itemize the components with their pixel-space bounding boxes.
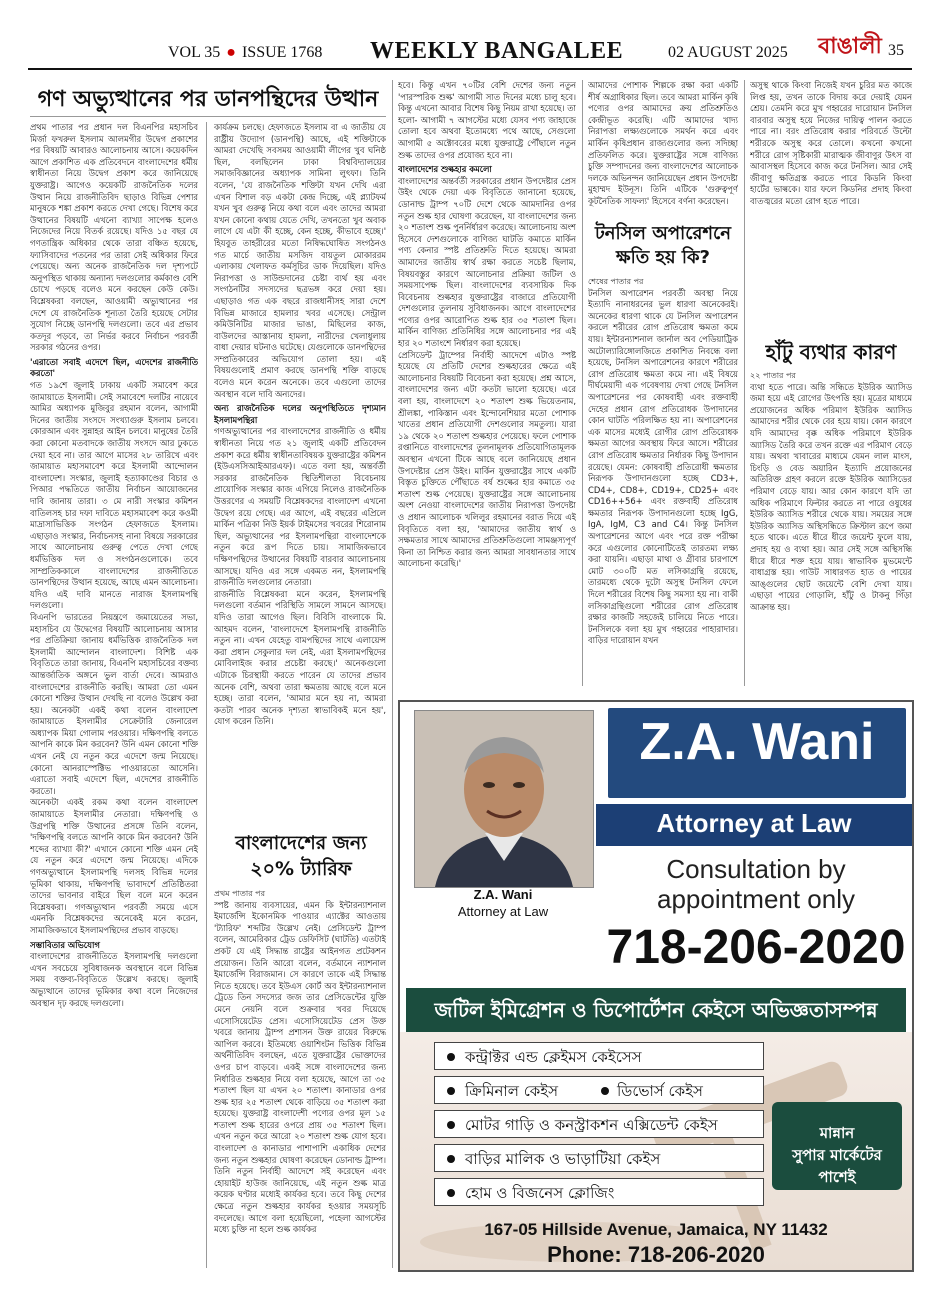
article2-continuation: প্রথম পাতার পর bbox=[214, 889, 265, 898]
article1-subhead: বাংলাদেশের শুল্কহার কমলো bbox=[398, 164, 492, 175]
article1-text: প্রেসিডেন্ট ট্রাম্পের নির্বাহী আদেশে এটাও স্পষ্ট হয়েছে যে প্রতিটি দেশের শুল্কহারের ক্ষেত্রে এই আলোচনার বিষয়টি বিবেচনা করা হয়েছে। প্রশ্ন আসে, বাংলাদেশের জন্য এটা কতটা ভালো হয়েছে। এরে বলা হয়, বাংলাদেশে ২০ শতাংশ শুল্ক ভিয়েতনাম, শ্রীলঙ্কা, পাকিস্তান এবং ইন্দোনেশিয়ার মতো পোশাক খাতের প্রধান প্রতিযোগী দেশগুলোর সমতুল্য। যারা ১৯ থেকে ২০ শতাংশ শুল্কহার পেয়েছে। ফলে পোশাক রপ্তানিতে বাংলাদেশের তুলনামূলক প্রতিযোগিতামূলক অবস্থান এখনো টিকে আছে বলে জানিয়েছে প্রধান উপদেষ্টার প্রেস উইং। মার্কিন যুক্তরাষ্ট্রের সাথে একটি বিস্তৃত চুক্তিতে পৌঁছাতে বর্ষ শুল্কের হার কমাতে ৩৫ শতাংশ শুল্ক পেয়েছে। যুক্তরাষ্ট্রের সঙ্গে আলোচনায় অংশ নেওয়া বাংলাদেশের জাতীয় নিরাপত্তা উপদেষ্টা ও প্রধান আলোচক খলিলুর রহমানের বরাত দিয়ে এই বিবৃতিতে বলা হয়, 'আমাদের জাতীয় স্বার্থ ও সক্ষমতার সাথে আমাদের প্রতিশ্রুতিগুলো সামঞ্জস্যপূর্ণ কিনা তা নিশ্চিত করার জন্য আমরা সাবধানতার সাথে আলোচনা করেছি।' bbox=[398, 349, 576, 569]
article1-column-2 bbox=[214, 122, 386, 828]
location-badge-text bbox=[772, 1122, 902, 1188]
consultation-line-2: appointment only bbox=[656, 884, 856, 914]
masthead-title: WEEKLY BANGALEE bbox=[370, 38, 624, 64]
phone-number-large: 718-206-2020 bbox=[606, 921, 906, 974]
article4-column bbox=[750, 370, 912, 686]
immigration-banner-text: জটিল ইমিগ্রেশন ও ডিপোর্টেশন কেইসে অভিজ্ঞতাসম্পন্ন bbox=[434, 998, 878, 1022]
article1-text: বিএনপি ভারতের নিয়ন্ত্রণে জমায়েতের সভা, মহাসচিব যে উদ্বেগের বিষয়টি আলোচনায় আসার পর প্রতিক্রিয়া জানায় ধর্মভিত্তিক রাজনৈতিক দল ইসলামী আন্দোলন বাংলাদেশ। বিশিষ্ট এক বিবৃতিতে তারা জানায়, বিএনপি মহাসচিবের বক্তব্য আন্তর্জাতিক অঙ্গনে ভুল বার্তা দেবে। আমরাও বাংলাদেশের রাজনীতি করছি। আমরা তো এমন কোনো শক্তির উত্থান দেখছি না বলেও উল্লেখ করা হয়। অনেকটা একই কথা বলেন বাংলাদেশ জামায়াতে ইসলামীর সেক্রেটারি জেনারেল অধ্যাপক মিয়া গোলাম পরওয়ার। দক্ষিণপন্থি বলতে আপনি কাকে মিন করবেন? উনি এমন কোনো শক্তি এখন নেই যে নতুন করে এদেশে জন্ম নিয়েছে। কোনো আনরাস্পেক্টিভ পাওয়ারতো আসেনি। এরাতো সবাই এদেশে ছিল, এদেশের রাজনীতি করতো। bbox=[30, 611, 198, 796]
article1-text: গণঅভ্যুত্থানের পর বাংলাদেশের রাজনীতি ও ধর্মীয় স্বাধীনতা নিয়ে গত ২১ জুলাই একটি প্রতিবেদন প্রকাশ করে ধর্মীয় স্বাধীনতাবিষয়ক যুক্তরাষ্ট্রের কমিশন (ইউএসসিআইআরএফ)। এতে বলা হয়, অন্তর্বর্তী সরকার রাজনৈতিক স্থিতিশীলতা বিবেচনায় প্রায়োগিক সংস্কার কাজ এগিয়ে নিলেও রাজনৈতিক উত্তরণের এ সময়টি বিশ্লেষকদের বাংলাদেশ এখনো উদ্বেগ রয়ে গেছে। এর আগে, এই বছরের এপ্রিলে মার্কিন পত্রিকা নিউ ইয়র্ক টাইমসের খবরের শিরোনাম ছিল, অভ্যুত্থানের পর ইসলামপন্থিরা বাংলাদেশকে নতুন করে রূপ দিতে চায়। সামাজিকভাবে দক্ষিণপন্থিদের উত্থানের বিষয়টি বারবার আলোচনায় আসছে। যদিও এর সঙ্গে একমত নন, ইসলামপন্থি রাজনীতি দলগুলোর নেতারা। bbox=[214, 426, 386, 588]
column-divider bbox=[744, 80, 745, 686]
attorney-portrait-icon bbox=[415, 711, 593, 887]
badge-line: মান্নান bbox=[819, 1124, 855, 1142]
article1-text: অনেকটা একই রকম কথা বলেন বাংলাদেশ জামায়াতে ইসলামীর নেতারা। দক্ষিণপন্থি ও উগ্রপন্থি শক্তি উত্থানের প্রসঙ্গে তিনি বলেন, 'দক্ষিণপন্থি বলতে আপনি কাকে মিন করবেন? উনি শব্দের ব্যাখ্যা কী?' এখানে কোনো শক্তি এমন নেই যে নতুন করে এদেশে জন্ম নিয়েছে। এদিকে গণঅভ্যুত্থানে ইসলামপন্থি দলসহ বিভিন্ন দলের ভূমিকা থাকায়, দক্ষিণপন্থি ভাবাদর্শে প্রতিষ্ঠিতরা তাদের ভাবনার বাইরে ছিল বলে মনে করেন বিশ্লেষকরা। গণঅভ্যুত্থান পরবর্তী সময়ে এসে এমনকি বিশ্লেষকদের অনেকেই মনে করেন, সামাজিকভাবে ইসলামপন্থিদের প্রভাব বাড়ছে। bbox=[30, 797, 198, 935]
article1-text: কার্যক্রম চলছে। হেফাজতে ইসলাম বা এ জাতীয় যে রাষ্ট্রীয় উদ্যোগ (ডানপন্থি) আছে, এই শক্তিটাকে আমরা দেখেছি সবসময় আওয়ামী লীগের খুব ঘনিষ্ঠ ছিল, বলছিলেন ঢাকা বিশ্ববিদ্যালয়ের সমাজবিজ্ঞানের অধ্যাপক সামিনা লুৎফা। তিনি বলেন, 'যে রাজনৈতিক শক্তিটা যখন দেখি এরা এখন বিশাল বড় একটা কেন্দ্র দিচ্ছে, এই প্ল্যাটফর্ম যখন খুব গুরুত্ব নিয়ে কথা বলে এবং তাদের আমরা যখন কোনো কথায় যেতে দেখি, তখনতো খুব অবাক লাগে যে এটা কী হচ্ছে, কেন হচ্ছে, কীভাবে হচ্ছে।' হিযবুত তাহরীরের মতো নিষিদ্ধঘোষিত সংগঠনও গত মার্চে জাতীয় মসজিদ বায়তুল মোকাররম এলাকায় খেলাফত কর্মসূচির ডাক দিয়েছিল। যদিও নিরাপত্তা ও সাউন্ডদানের চেষ্টা ব্যর্থ হয় এবং সংগঠনটির সদস্যদের ছত্রভঙ্গ করে দেয়া হয়। এছাড়াও গত এক বছরে রাজধানীসহ সারা দেশে বিভিন্ন মাজারে হামলার খবর এসেছে। সেন্ট্রাল কমিউনিটির মাজার ভাঙা, মিছিলের কাজ, বাউলদের আস্তানায় হামলা, নারীদের খেলাধুলায় বাধা দেয়ার ঘটনাও ঘটেছে। যেগুলোকে ডানপন্থিদের সম্প্রতিকারের অভিযোগ তোলা হয়। এই বিষয়গুলোই প্রমাণ করছে ডানপন্থি শক্তি বাড়ছে বলেও মনে করেন অনেকে। তবে এগুলো তাদের অবস্থান বলে দাবি অন্যদের। bbox=[214, 122, 386, 399]
photo-caption-role: Attorney at Law bbox=[457, 904, 549, 919]
article4-text: ব্যথা হতে পারে। অন্তি সন্ধিতে ইউরিক অ্যাসিড জমা হয়ে এই রোগের উৎপত্তি হয়। মূত্রের মাধ্যমে প্রয়োজনের অধিক পরিমাণ ইউরিক অ্যাসিড আমাদের শরীর থেকে বের হয়ে যায়। কোন কারণে যদি আমাদের বৃক্ক অধিক পরিমাণে ইউরিক অ্যাসিড তৈরি করে তখন রক্তে এর পরিমাণ বেড়ে যায়। অথবা খাবারের মাধ্যমে যেমন লাল মাংস, চিংড়ি ও বেড অয়ারিন ইত্যাদি প্রয়োজনের অতিরিক্ত গ্রহণ করলে রক্তে ইউরিক অ্যাসিডের পরিমাণ বেড়ে যায়। আর কোন কারণে যদি তা অধিক পরিমাণে ফিল্টার করতে না পারে ওষুধের ইউরিক অ্যাসিড শরীরে থেকে যায়। সময়ের সঙ্গে ইউরিক অ্যাসিড অস্থিসন্ধিতে ক্রিস্টাল রূপে জমা হতে থাকে। এতে ধীরে ধীরে জয়েন্ট ফুলে যায়, প্রদাহ হয় ও ব্যথা হয়। আর সেই সঙ্গে অস্থিসন্ধি ধীরে ধীরে শক্ত হয়ে যায়। স্বাভাবিক মুভমেন্টে বাধাগ্রস্ত হয়। গাউট সাধারণত হাত ও পায়ের আঙ্গুলের ছোট জয়েন্টে বেশি দেখা যায়। এছাড়া পায়ের গোড়ালি, হাঁটু ও টাকনু গিঁড়া আক্রান্ত হয়। bbox=[750, 381, 912, 612]
attorney-role: Attorney at Law bbox=[656, 808, 852, 838]
article1-text: রাজনীতি বিশ্লেষকরা মনে করেন, ইসলামপন্থি দলগুলো বর্তমান পরিস্থিতি সামলে সামনে আসছে। যদিও তারা আগেও ছিল। বিবিসি বাংলাকে মি. আহমদ বলেন, 'বাংলাদেশে ইসলামপন্থি রাজনীতি নতুন না। এখন যেহেতু বামপন্থিদের সাথে এলায়েন্স করা প্রধান সেকুলার দল নেই, এরা ইসলামপন্থিদের মোবিলাইজ করার প্রচেষ্টা করছে।' অনেকগুলো এটাকে চিরস্থায়ী করতে পারেন যে তাদের প্রভাব অনেক বেশি, অথবা তারা ক্ষমতায় আছে বলে মনে হচ্ছে। তারা বলেন, 'আমার মনে হয় না, আমরা কতটা পারব অনেক দৃশ্যতা স্বাভাবিকই মনে হয়', যোগ করেন তিনি। bbox=[214, 588, 386, 727]
article3-text: টনসিল অপারেশন পরবর্তী অবস্থা নিয়ে ইত্যাদি নানাধরনের ভুল ধারণা অনেকেরই। অনেকের ধারণা থাকে যে টনসিল অপারেশন করলে শরীরের রোগ প্রতিরোধ ক্ষমতা কমে যায়। ইন্টারন্যাশনাল জার্নাল অব পেডিয়াট্রিক অটোল্যারিঙ্গোলজিতে প্রকাশিত নিবন্ধে বলা হয়েছে, টনসিল অপারেশনের কারণে শরীরের রোগ প্রতিরোধ ক্ষমতা কমে না। এই বিষয়ে দীর্ঘমেয়াদী এক গবেষণায় দেখা গেছে টনসিল অপারেশনের পর কোষবাহী এবং রক্তবাহী দেহের প্রধান রোগ প্রতিরোধক উপাদানের কোন ঘাটতি পরিলক্ষিত হয় না। অপারেশনের এক মাসের মধ্যেই রোগীর রোগ প্রতিরোধক ক্ষমতা আগের অবস্থায় ফিরে আসে। শরীরের রোগ প্রতিরোধ ক্ষমতার নির্ধারক কিছু উপাদান রয়েছে। যেমন: কোষবাহী প্রতিরোধী ক্ষমতার নিরূপক উপাদানগুলো হচ্ছে CD3+, CD4+, CD8+, CD19+, CD25+ এবং CD16++56+ এবং রক্তবাহী প্রতিরোধ ক্ষমতার নিরূপক উপাদানগুলো হচ্ছে IgG, IgA, IgM, C3 and C4। কিন্তু টনসিল অপারেশনের আগে এবং পরে রক্ত পরীক্ষা করে এগুলোর কোনোটিতেই তারতম্য লক্ষ্য করা যায়নি। এছাড়া মাথা ও গ্রীবার চারপাশে মোট ৩০০টি মত লসিকাগ্রন্থি রয়েছে, তারমধ্যে থেকে দুটো অসুস্থ টনসিল ফেলে দিলে শরীরের বিশেষ কিছু সমস্যা হয় না। বাকী লসিকাগ্রন্থিগুলো শরীরের রোগ প্রতিরোধ রক্ষার কাজটি সহজেই চালিয়ে নিতে পারে। টনসিলকে বলা হয় মুখ গহ্বরের পাহারাদার। বাড়ির দারোয়ান যখন bbox=[588, 287, 738, 646]
issue-date: 02 AUGUST 2025 bbox=[668, 44, 788, 61]
article1-column-3 bbox=[398, 80, 576, 686]
service-item: হোম ও বিজনেস ক্লোজিং bbox=[434, 1178, 764, 1206]
article3-continuation: শেষের পাতার পর bbox=[588, 277, 644, 286]
attorney-role-band bbox=[596, 804, 912, 846]
consultation-note bbox=[606, 854, 906, 914]
page-header bbox=[0, 0, 945, 68]
page-number: 35 bbox=[888, 42, 904, 59]
article3-column-1 bbox=[588, 276, 738, 686]
article2-headline: বাংলাদেশের জন্য ২০% ট্যারিফ bbox=[235, 832, 367, 880]
consultation-line-1: Consultation by bbox=[666, 854, 846, 884]
volume-issue bbox=[168, 44, 322, 62]
attorney-photo bbox=[414, 710, 594, 888]
column-divider bbox=[582, 80, 583, 686]
headline-rule bbox=[30, 116, 386, 117]
service-item bbox=[434, 1076, 764, 1104]
service-item: বাড়ির মালিক ও ভাড়াটিয়া কেইস bbox=[434, 1144, 764, 1172]
article1-subhead: সম্ভাবিতার অভিযোগ bbox=[30, 939, 100, 950]
article3-text: অসুস্থ থাকে কিংবা নিজেই যখন চুরির মত কাজে লিপ্ত হয়, তখন তাকে বিদায় করে দেয়াই যেমন শ্রেয়। তেমনি করে মুখ গহ্বরের দারোয়ান টনসিল বারবার অসুস্থ হয়ে নিজের দায়িত্ব পালন করতে পারে না। বরং প্রতিরোধ করার পরিবর্তে উল্টো শরীরকে অসুস্থ করে তোলে। কখনো কখনো শরীরে রোগ সৃষ্টিকারী মারাত্মক জীবাণুর উৎস বা আবাসস্থল হিসেবে কাজ করে টনসিল। আর সেই জীবাণু ক্ষতিগ্রস্ত করতে পারে কিডনি কিংবা হার্টের ভাল্বকে। যার ফলে কিডনির প্রদাহ কিংবা বাতজ্বরের মতো রোগ হতে পারে। bbox=[750, 80, 912, 206]
office-phone: Phone: 718-206-2020 bbox=[547, 1242, 765, 1267]
article2-text: স্পষ্ট জানায় ব্যবসায়ের, এমন কি ইন্টারন্যাশনাল ইমার্জেন্সি ইকোনমিক পাওয়ার এ্যাক্টের আওতায় 'ট্যারিফ' শব্দটির উল্লেখ নেই। প্রেসিডেন্ট ট্রাম্প বলেন, আমেরিকার ট্রেড ডেফিসিট (ঘাটতি) এতটাই প্রকট যে এই সিদ্ধান্ত রাষ্ট্রের আইনগত প্রটেকশন প্রয়োজন। তিনি আরো বলেন, বর্তমানে ন্যাশনাল ইমার্জেন্সি বিরাজমান। সে কারণে তাকে এই সিদ্ধান্ত নিতে হয়েছে। তবে ইউএস কোর্ট অব ইন্টারন্যাশনাল ট্রেডে তিন সদস্যের জজ তার প্রেসিডেন্টের যুক্তি মেনে নেয়নি বলে শুক্রবার খবর দিয়েছে এসোসিয়েটেড প্রেস। এসোসিয়েটেড প্রেস উক্ত খবরে জানায় ট্রাম্প প্রশাসন উক্ত রায়ের বিরুদ্ধে আপিল করবে। ইতিমধ্যে ওয়াশিংটন ভিত্তিক বিভিন্ন অর্থনীতিবিদ বলছেন, এতে যুক্তরাষ্ট্রের ভোক্তাদের ওপর চাপ বাড়বে। একই সঙ্গে বাংলাদেশের জন্য নির্ধারিত শুল্কহার নিয়ে বলা হয়েছে, আগে তা ৩৫ শতাংশ ছিল যা এখন ২০ শতাংশ। কানাডার ওপর শুল্ক হার ২৫ শতাংশ থেকে বাড়িয়ে ৩৫ শতাংশ করা হয়েছে। যুক্তরাষ্ট্র বাংলাদেশী পণ্যের ওপর মূল ১৫ শতাংশ শুল্ক হারের ওপরে প্রায় ৩৫ শতাংশ ছিল। এখন নতুন করে আরো ২০ শতাংশ শুল্ক যোগ হবে। বাংলাদেশ ও কানাডার পাশাপাশি একাধিক দেশের জন্য নতুন শুল্কহার ঘোষণা করেছেন ডোনাল্ড ট্রাম্প। তিনি নতুন নির্বাহী আদেশে সই করেছেন এবং হোয়াইট হাউজ জানিয়েছে, এই নতুন শুল্ক মাত্র কয়েক ঘণ্টার মধ্যেই কার্যকর হবে। তবে কিছু দেশের ক্ষেত্রে নতুন শুল্কহার কার্যকর হওয়ার সময়সূচি বদলেছে। আগে বলা হয়েছিলো, পহেলা আগস্টের মধ্যে চুক্তি না হলে শুল্ক কার্যকর bbox=[214, 899, 386, 1235]
article1-text: গত ১৯শে জুলাই ঢাকায় একটি সমাবেশ করে জামায়াতে ইসলামী। সেই সমাবেশে দলটির নায়েবে আমির অধ্যাপক মুজিবুর রহমান বলেন, আগামী দিনের জাতীয় সংসদে সংখ্যাগুরু ইসলাম চলবে। কোরআন এবং সুন্নাহর আইন চলবে। মানুষের তৈরি করা কোনো মতবাদকে জাতীয় সংসদে আর ঢুকতে দেয়া হবে না। তার আগে মাসের ২৮ তারিখে এবং জামায়াত মহাসমাবেশ করে ইসলামী আন্দোলন বাংলাদেশ। সংস্কার, জুলাই হত্যাকাণ্ডের বিচার ও পিআর পদ্ধতিতে জাতীয় নির্বাচন আয়োজনের দাবি জানায় তারা। ৩ মে নারী সংস্কার কমিশন বাতিলসহ চার দফা দাবিতে মহাসমাবেশ করে কওমী মাদ্রাসাভিত্তিক সংগঠন হেফাজতে ইসলাম। এছাড়াও সংস্কার, নির্বাচনসহ নানা বিষয়ে সরকারের সাথে আলোচনায় গুরুত্ব পেতে দেখা গেছে ধর্মভিত্তিক দল ও সংগঠনগুলোকে। তবে সাম্প্রতিককালে বাংলাদেশের রাজনীতিতে ডানপন্থিদের উত্থান হয়েছে, আছে এমন আলোচনা। যদিও এই দাবি মানতে নারাজ ইসলামপন্থি দলগুলো। bbox=[30, 380, 198, 611]
service-item: মোটর গাড়ি ও কনস্ট্রাকশন এক্সিডেন্ট কেইস bbox=[434, 1110, 764, 1138]
attorney-name-banner bbox=[608, 708, 906, 798]
article1-text: বাংলাদেশের রাজনীতিতে ইসলামপন্থি দলগুলো এখন সবচেয়ে সুবিধাজনক অবস্থানে বলে বিভিন্ন সময় বক্তব্য-বিবৃতিতে উল্লেখ করছে। জুলাই অভ্যুত্থানে তাদের ভূমিকার কথা বলে নিজেদের অবস্থান দৃঢ় করছে দলগুলো। bbox=[30, 951, 198, 1008]
header-rule bbox=[28, 68, 912, 70]
office-address: 167-05 Hillside Avenue, Jamaica, NY 11432 bbox=[484, 1220, 828, 1239]
location-badge bbox=[772, 1102, 902, 1190]
service-item-label: ডিভোর্স কেইস bbox=[617, 1077, 703, 1105]
article1-column-4 bbox=[588, 80, 738, 220]
article1-column-1 bbox=[30, 122, 198, 1268]
separator-dot-icon: ● bbox=[226, 44, 236, 61]
article2-column bbox=[214, 888, 386, 1268]
article1-text: হবে। কিন্তু এখন ৭০টির বেশি দেশের জন্য নতুন 'পারস্পরিক শুল্ক' আগামী সাত দিনের মধ্যে চালু হবে। কিন্তু এখনো আবার বিশেষ কিছু নিয়ম রাখা হয়েছে। তা হলো- আগামী ৭ আগস্টের মধ্যে যেসব পণ্য জাহাজে তোলা হবে অথবা ইতোমধ্যে পথে আছে, সেগুলো আগামী ৫ অক্টোবরের মধ্যে যুক্তরাষ্ট্রে পৌঁছালে নতুন শুল্ক তাদের ওপর প্রযোজ্য হবে না। bbox=[398, 80, 576, 160]
service-item-label: ক্রিমিনাল কেইস bbox=[465, 1082, 558, 1100]
article1-subhead: অন্য রাজনৈতিক দলের অনুপস্থিতিতে দৃশ্যমান ইসলামপন্থিরা bbox=[214, 403, 386, 425]
lawyer-advertisement bbox=[398, 700, 914, 1272]
badge-line: সুপার মার্কেটের bbox=[792, 1146, 882, 1164]
column-divider bbox=[392, 80, 393, 1268]
article1-subhead: 'এরাতো সবাই এদেশে ছিল, এদেশের রাজনীতি করতো' bbox=[30, 356, 198, 379]
article4-continuation: ২২ পাতার পর bbox=[750, 371, 796, 380]
photo-caption bbox=[414, 886, 592, 920]
newspaper-logo: বাঙালী bbox=[818, 34, 882, 59]
article1-text: প্রথম পাতার পর প্রধান দল বিএনপির মহাসচিব মির্জা ফখরুল ইসলাম আলমগীর উদ্বেগ প্রকাশের পর বিষয়টি আবারও আলোচনায় আসে। কয়েকদিন আগে প্রকাশিত এক প্রতিবেদনে বাংলাদেশের ধর্মীয় স্বাধীনতা নিয়ে উদ্বেগ প্রকাশ করে জানিয়েছে যুক্তরাষ্ট্র। আগেও কয়েকটি রাজনৈতিক দলের উত্থান নিয়ে রাজনীতিবিদ ছাড়াও বিভিন্ন পেশার মানুষকে শঙ্কা প্রকাশ করতে দেখা গেছে। বিশেষ করে উত্থানের বিষয়টি এখনো ব্যাখ্যা সাপেক্ষ হলেও নিজেদের নিয়ে বিতর্ক রয়েছে। যদিও ১৫ বছর যে গণতান্ত্রিক অধিকার থেকে তারা বঞ্চিত হয়েছে, ফ্যাসিবাদের পতনের পর তারা সেই অধিকার ফিরে পেয়েছে। অন্য অনেক রাজনৈতিক দল দৃশ্যপটে অনুপস্থিত থাকায় অন্যান্য দলগুলোর কর্মকাণ্ড বেশি চোখে পড়ছে বলেও মনে করছেন কেউ কেউ। বিশ্লেষকরা বলছেন, আওয়ামী অভ্যুত্থানের পর দেশে যে রাজনৈতিক শূন্যতা তৈরি হয়েছে সেটার সুযোগ নিচ্ছে ডানপন্থি দলগুলো। তবে এর প্রভাব কতদূর পড়বে, তা নির্ভর করবে নির্বাচন পরবর্তী সরকার গঠনের ওপর। bbox=[30, 122, 198, 353]
volume-label: VOL 35 bbox=[168, 44, 221, 61]
column-divider bbox=[206, 122, 207, 1268]
article1-headline: গণ অভ্যুত্থানের পর ডানপন্থিদের উত্থান bbox=[37, 87, 379, 112]
article1-text: আমাদের পোশাক শিল্পকে রক্ষা করা একটি শীর্ষ অগ্রাধিকার ছিল। তবে আমরা মার্কিন কৃষি পণ্যের ওপর আমাদের ক্রয় প্রতিশ্রুতিও কেন্দ্রীভূত করেছি। এটি আমাদের খাদ্য নিরাপত্তা লক্ষ্যগুলোকে সমর্থন করে এবং মার্কিন কৃষিপ্রধান রাজ্যগুলোর জন্য সদিচ্ছা প্রতিফলিত করে। যুক্তরাষ্ট্রের সঙ্গে বাণিজ্য চুক্তি সম্পাদনের জন্য বাংলাদেশের আলোচক দলকে অভিনন্দন জানিয়েছেন প্রধান উপদেষ্টা মুহাম্মদ ইউনূস। তিনি এটিকে 'গুরুত্বপূর্ণ কূটনৈতিক সাফল্য' হিসেবে বর্ণনা করেছেন। bbox=[588, 80, 738, 206]
photo-caption-name: Z.A. Wani bbox=[473, 887, 533, 902]
article1-text: বাংলাদেশের অন্তর্বর্তী সরকারের প্রধান উপদেষ্টার প্রেস উইং থেকে দেয়া এক বিবৃতিতে জানানো হয়েছে, ডোনাল্ড ট্রাম্প ৭০টি দেশে থেকে আমদানির ওপর নতুন শুল্ক হার ঘোষণা করেছেন, যা বাংলাদেশের জন্য ২০ শতাংশ শুল্ক পুনর্নির্ধারণ করেছে। আলোচনায় অংশ হিসেবে দেশগুলোকে বাণিজ্য ঘাটতি কমাতে মার্কিন পণ্য কেনার স্পষ্ট প্রতিশ্রুতি দিতে হয়েছে। আমরা আমাদের জাতীয় স্বার্থ রক্ষা করতে সচেষ্ট ছিলাম, বিষয়বস্তুর কারণে আলোচনার প্রক্রিয়া জটিল ও সময়সাপেক্ষ ছিল। বাংলাদেশের ব্যবসায়িক দিক বিবেচনায় শুল্কহার যুক্তরাষ্ট্রের বাজারে প্রতিযোগী দেশগুলোর তুলনায় সুবিধাজনক। আগে বাংলাদেশের পণ্যের ওপর আরোপিত শুল্ক হার ৩৫ শতাংশ ছিল। মার্কিন বাণিজ্য প্রতিনিধির সঙ্গে আলোচনার পর এই হার ২০ শতাংশে নির্ধারণ করা হয়েছে। bbox=[398, 175, 576, 349]
article3-headline: টনসিল অপারেশনে ক্ষতি হয় কি? bbox=[594, 223, 732, 268]
issue-label: ISSUE 1768 bbox=[241, 44, 323, 61]
badge-line: পাশেই bbox=[818, 1168, 856, 1186]
article3-column-2 bbox=[750, 80, 912, 336]
immigration-banner bbox=[406, 988, 906, 1032]
attorney-name: Z.A. Wani bbox=[639, 713, 875, 771]
article4-headline: হাঁটু ব্যথার কারণ bbox=[765, 340, 897, 364]
service-item: কন্ট্রাক্টর এন্ড ক্লেইমস কেইসেস bbox=[434, 1042, 764, 1070]
